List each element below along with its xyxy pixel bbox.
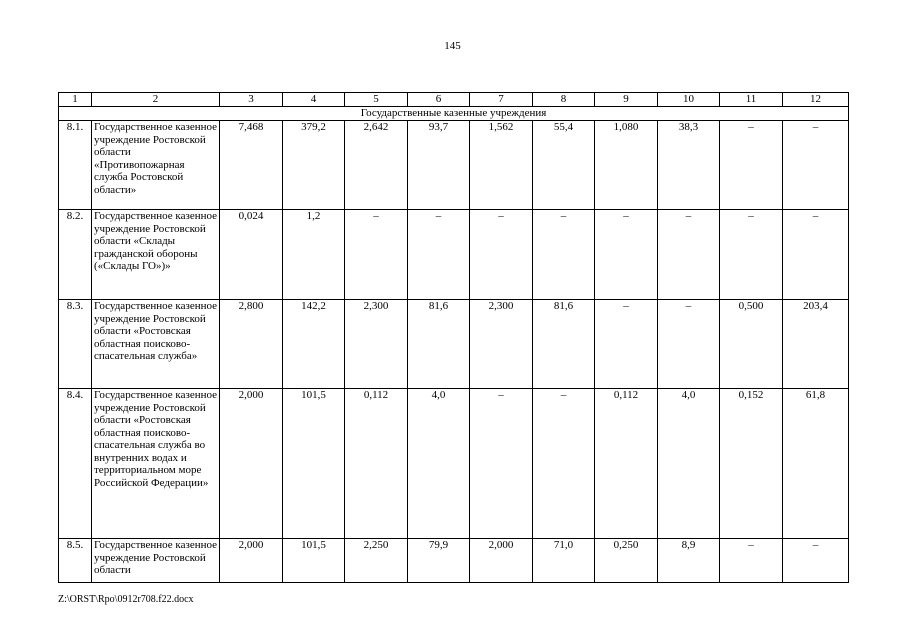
table-cell: 4,0: [408, 389, 470, 539]
table-cell: 0,024: [220, 210, 283, 300]
table-cell: 1,562: [470, 121, 533, 210]
table-cell: 0,250: [595, 539, 658, 583]
institution-name: Государственное казенное учреждение Ростовской области «Ростовская областная поисково-спасательная служба во внутренних водах и территориальном море Российской Федерации»: [92, 389, 220, 539]
table-cell: 1,080: [595, 121, 658, 210]
row-number: 8.1.: [59, 121, 92, 210]
table-cell: 4,0: [658, 389, 720, 539]
table-cell: 2,642: [345, 121, 408, 210]
column-header: 8: [533, 93, 595, 107]
table-cell: 38,3: [658, 121, 720, 210]
institution-name: Государственное казенное учреждение Ростовской области «Ростовская областная поисково-спасательная служба»: [92, 300, 220, 389]
table-cell: 142,2: [283, 300, 345, 389]
column-header: 2: [92, 93, 220, 107]
table-cell: 2,300: [470, 300, 533, 389]
data-table: [58, 92, 849, 583]
table-cell: 7,468: [220, 121, 283, 210]
table-cell: 0,152: [720, 389, 783, 539]
table-cell: 2,000: [220, 389, 283, 539]
institution-name: Государственное казенное учреждение Ростовской области «Противопожарная служба Ростовской области»: [92, 121, 220, 210]
table-cell: 79,9: [408, 539, 470, 583]
table-cell: –: [595, 210, 658, 300]
column-header: 9: [595, 93, 658, 107]
table-cell: –: [658, 300, 720, 389]
table-cell: –: [783, 539, 849, 583]
table-cell: –: [533, 210, 595, 300]
table-cell: –: [408, 210, 470, 300]
table-row: [59, 210, 849, 300]
table-cell: 2,300: [345, 300, 408, 389]
table-row: [59, 300, 849, 389]
institution-name: Государственное казенное учреждение Ростовской области: [92, 539, 220, 583]
table-cell: –: [720, 539, 783, 583]
table-cell: –: [720, 210, 783, 300]
table-cell: 93,7: [408, 121, 470, 210]
table-cell: 81,6: [408, 300, 470, 389]
section-row: [59, 107, 849, 121]
section-title: Государственные казенные учреждения: [59, 107, 849, 121]
table-row: [59, 121, 849, 210]
table-cell: 8,9: [658, 539, 720, 583]
column-header: 4: [283, 93, 345, 107]
table-cell: 0,112: [595, 389, 658, 539]
table-cell: –: [720, 121, 783, 210]
row-number: 8.3.: [59, 300, 92, 389]
column-header: 11: [720, 93, 783, 107]
table-cell: 2,000: [220, 539, 283, 583]
table-cell: –: [595, 300, 658, 389]
table-row: [59, 389, 849, 539]
table-cell: 61,8: [783, 389, 849, 539]
table-cell: –: [470, 210, 533, 300]
column-header: 1: [59, 93, 92, 107]
table-cell: 71,0: [533, 539, 595, 583]
table-row: [59, 539, 849, 583]
table-cell: 2,800: [220, 300, 283, 389]
footer-file-path: Z:\ORST\Rpo\0912r708.f22.docx: [58, 594, 194, 605]
table-cell: 1,2: [283, 210, 345, 300]
table-cell: 2,000: [470, 539, 533, 583]
header-row: [59, 93, 849, 107]
table-cell: –: [345, 210, 408, 300]
table-cell: 203,4: [783, 300, 849, 389]
column-header: 5: [345, 93, 408, 107]
column-header: 3: [220, 93, 283, 107]
table-cell: –: [533, 389, 595, 539]
institution-name: Государственное казенное учреждение Ростовской области «Склады гражданской обороны («Склады ГО»)»: [92, 210, 220, 300]
table-cell: 379,2: [283, 121, 345, 210]
table-cell: –: [783, 210, 849, 300]
table-cell: 0,500: [720, 300, 783, 389]
column-header: 12: [783, 93, 849, 107]
page-number: 145: [444, 40, 461, 52]
table-cell: 101,5: [283, 389, 345, 539]
table-cell: –: [658, 210, 720, 300]
table-cell: 81,6: [533, 300, 595, 389]
row-number: 8.5.: [59, 539, 92, 583]
row-number: 8.2.: [59, 210, 92, 300]
table-cell: –: [470, 389, 533, 539]
table-cell: 55,4: [533, 121, 595, 210]
column-header: 6: [408, 93, 470, 107]
column-header: 10: [658, 93, 720, 107]
row-number: 8.4.: [59, 389, 92, 539]
table-cell: 0,112: [345, 389, 408, 539]
table-cell: 101,5: [283, 539, 345, 583]
table-cell: –: [783, 121, 849, 210]
table-cell: 2,250: [345, 539, 408, 583]
column-header: 7: [470, 93, 533, 107]
